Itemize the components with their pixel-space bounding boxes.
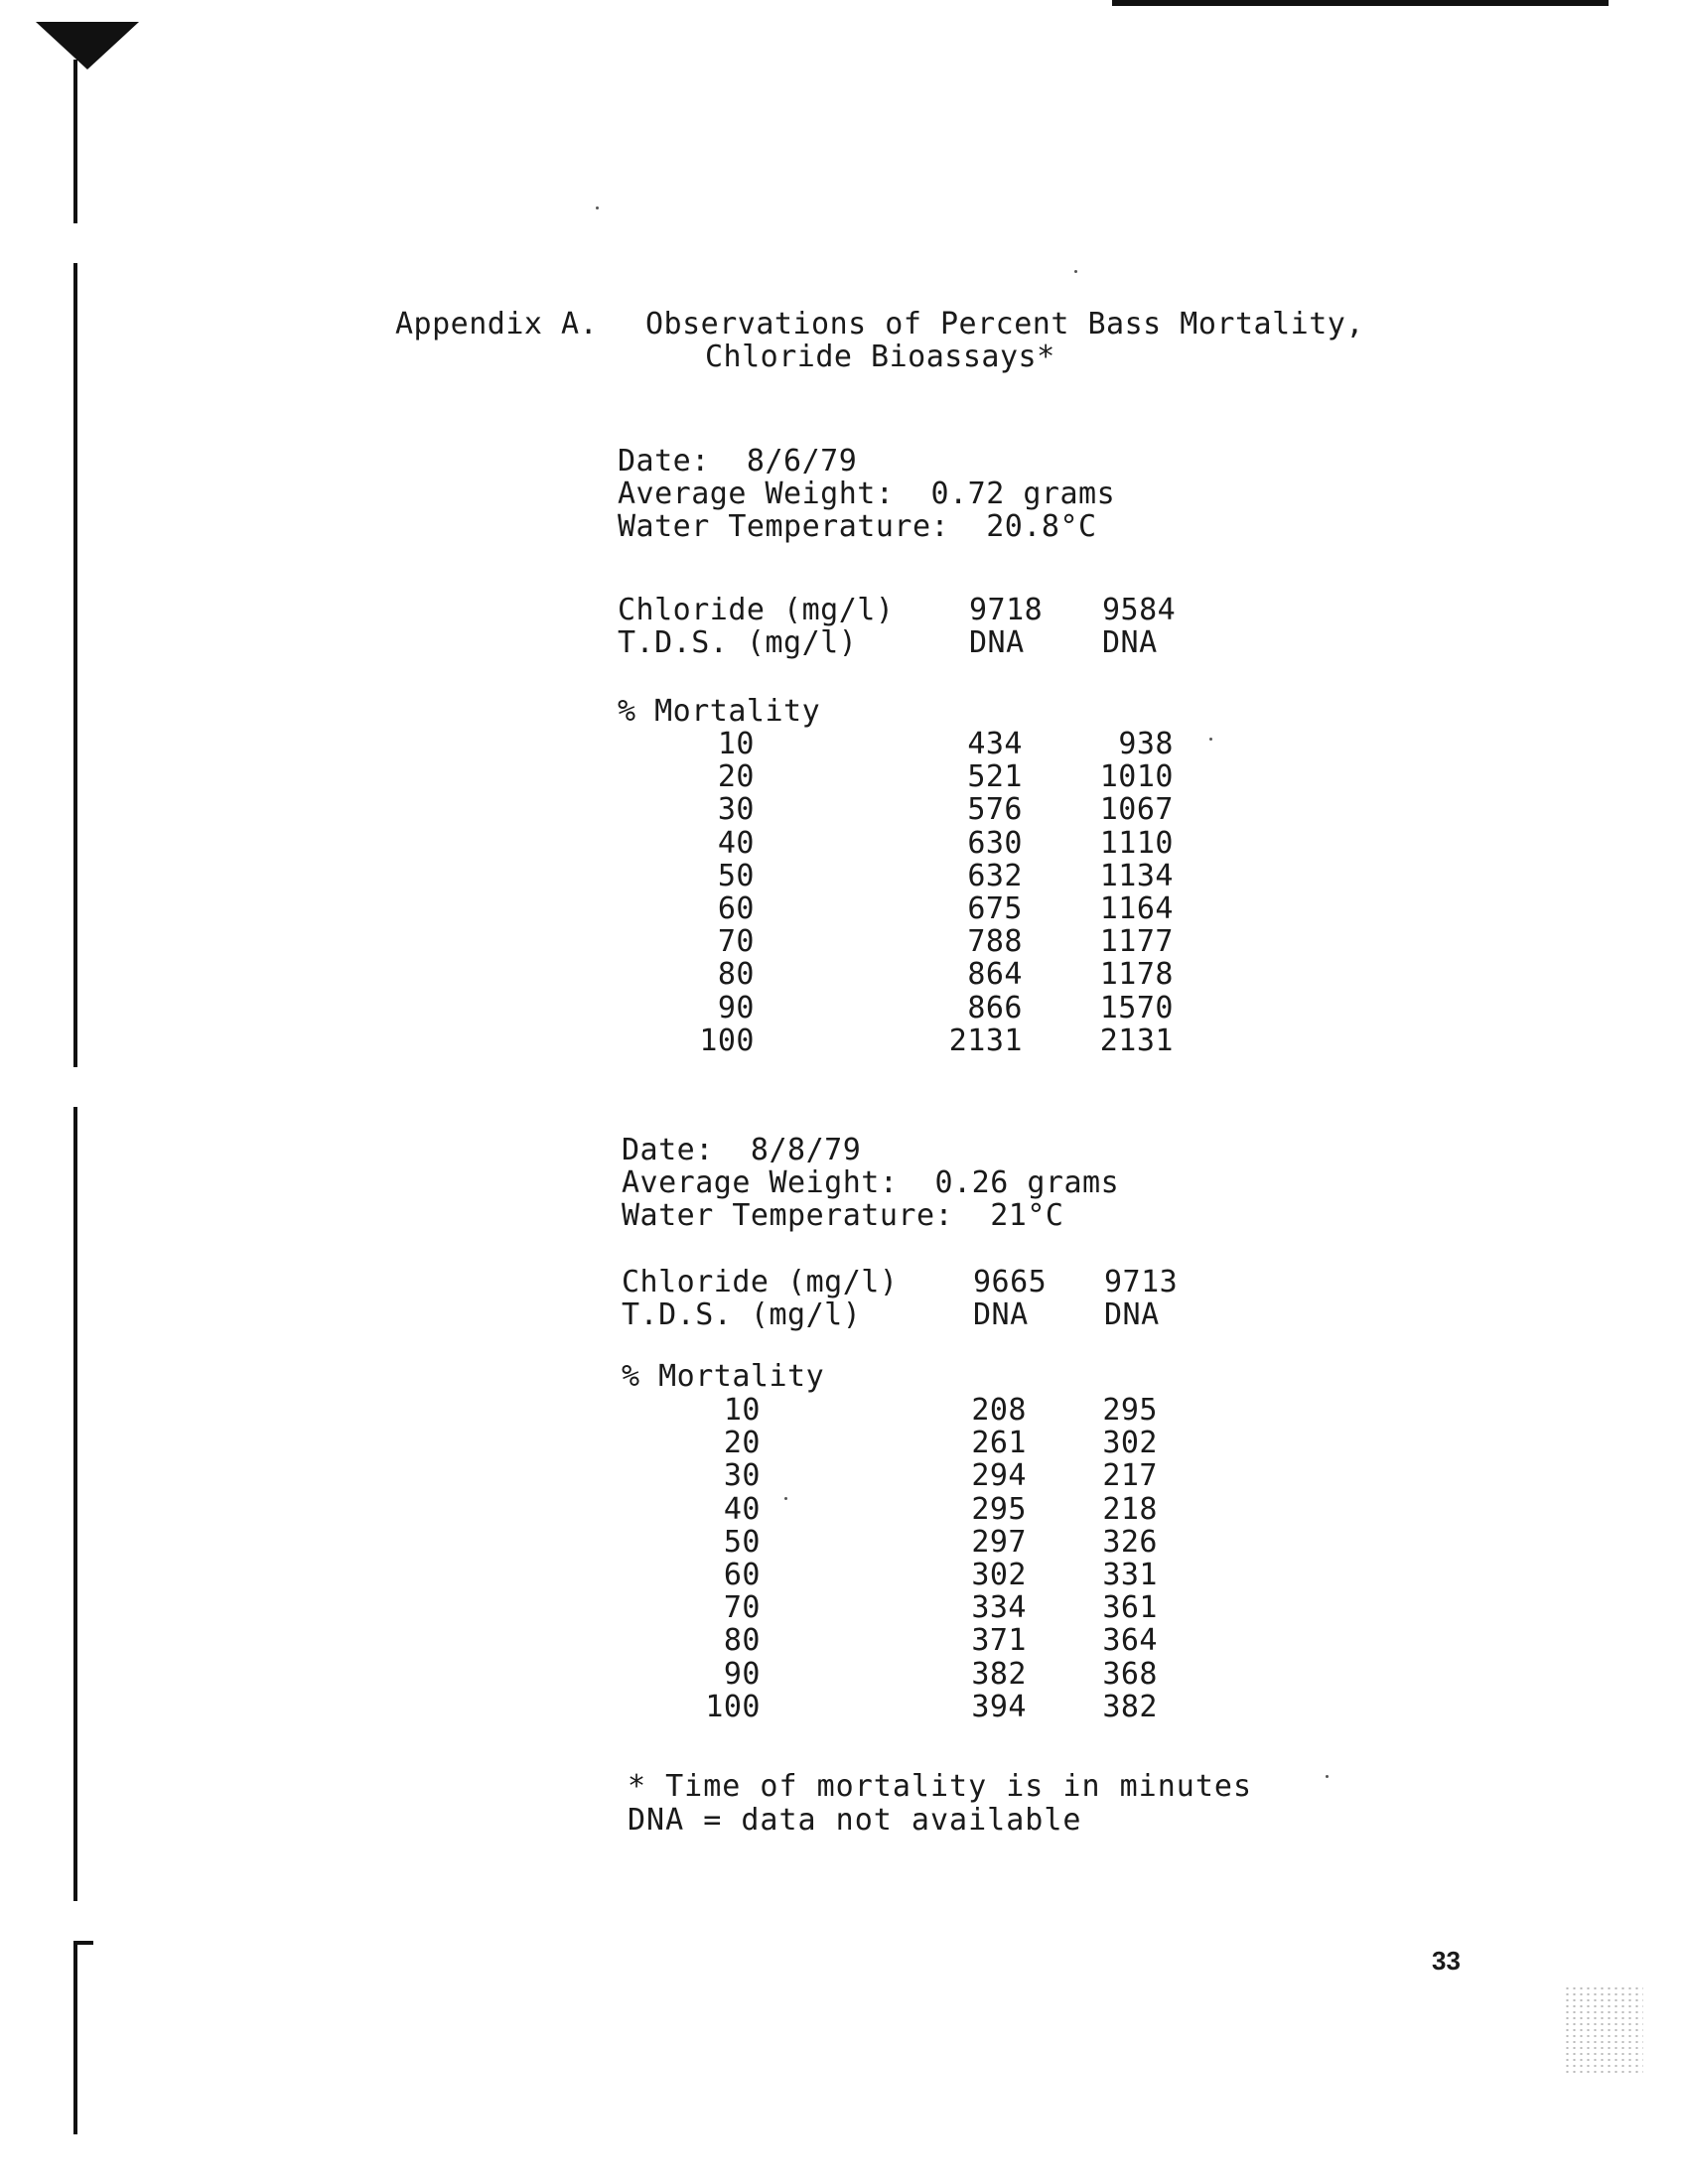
chloride-label: Chloride (mg/l) bbox=[618, 593, 895, 627]
mortality-percent-cell: 40 bbox=[717, 825, 755, 861]
mortality-percent-cell: 100 bbox=[699, 1023, 755, 1058]
mortality-percent-cell: 10 bbox=[717, 727, 755, 761]
time-value-b-cell: 1110 bbox=[1099, 825, 1174, 861]
time-value-a-cell: 576 bbox=[967, 792, 1023, 828]
time-value-a-cell: 630 bbox=[967, 825, 1023, 861]
scan-noise-patch bbox=[1564, 1985, 1643, 2075]
scan-top-rule bbox=[1112, 0, 1609, 6]
mortality-percent-cell: 80 bbox=[717, 957, 755, 993]
binding-hook-shape bbox=[73, 1941, 93, 1945]
appendix-label: Appendix A. bbox=[395, 307, 599, 341]
time-value-a-cell: 294 bbox=[971, 1458, 1027, 1494]
mortality-percent-cell: 60 bbox=[723, 1558, 761, 1592]
time-value-b-cell: 382 bbox=[1102, 1689, 1158, 1724]
footnote-time-units: * Time of mortality is in minutes bbox=[628, 1769, 1253, 1804]
appendix-title-line-1: Observations of Percent Bass Mortality, bbox=[645, 307, 1364, 341]
page-number: 33 bbox=[1432, 1946, 1461, 1976]
time-value-b-cell: 1010 bbox=[1099, 759, 1174, 795]
time-value-b-cell: 361 bbox=[1102, 1590, 1158, 1626]
mortality-percent-cell: 20 bbox=[723, 1426, 761, 1461]
experiment-water-temperature: Water Temperature: 21°C bbox=[622, 1198, 1064, 1233]
binding-tack-shape bbox=[36, 22, 139, 69]
time-value-a-cell: 334 bbox=[971, 1590, 1027, 1626]
time-value-a-cell: 866 bbox=[967, 990, 1023, 1025]
time-value-a-cell: 864 bbox=[967, 957, 1023, 993]
time-value-a-cell: 675 bbox=[967, 891, 1023, 926]
experiment-average-weight: Average Weight: 0.26 grams bbox=[622, 1165, 1120, 1200]
time-value-a-cell: 371 bbox=[971, 1623, 1027, 1659]
experiment-date: Date: 8/8/79 bbox=[622, 1133, 862, 1167]
mortality-percent-cell: 90 bbox=[717, 990, 755, 1025]
time-value-a-cell: 261 bbox=[971, 1426, 1027, 1461]
tds-value-b: DNA bbox=[1104, 1297, 1160, 1332]
chloride-label: Chloride (mg/l) bbox=[622, 1265, 899, 1299]
tds-label: T.D.S. (mg/l) bbox=[618, 625, 858, 660]
scan-speck bbox=[1209, 738, 1212, 741]
time-value-b-cell: 1134 bbox=[1099, 858, 1174, 893]
tds-value-b: DNA bbox=[1102, 625, 1158, 660]
time-value-b-cell: 1067 bbox=[1099, 792, 1174, 828]
time-value-b-cell: 1178 bbox=[1099, 957, 1174, 993]
time-value-b-cell: 1177 bbox=[1099, 924, 1174, 960]
time-value-b-cell: 326 bbox=[1102, 1524, 1158, 1560]
binding-line-segment bbox=[73, 263, 77, 1067]
time-value-a-cell: 208 bbox=[971, 1393, 1027, 1428]
time-value-a-cell: 302 bbox=[971, 1558, 1027, 1592]
scan-speck bbox=[596, 206, 599, 209]
time-value-b-cell: 302 bbox=[1102, 1426, 1158, 1461]
mortality-percent-cell: 20 bbox=[717, 759, 755, 795]
time-value-a-cell: 394 bbox=[971, 1689, 1027, 1724]
tds-value-a: DNA bbox=[973, 1297, 1029, 1332]
mortality-percent-cell: 80 bbox=[723, 1623, 761, 1659]
experiment-date: Date: 8/6/79 bbox=[618, 444, 858, 478]
mortality-percent-cell: 50 bbox=[717, 858, 755, 893]
footnote-dna-definition: DNA = data not available bbox=[628, 1803, 1082, 1838]
time-value-b-cell: 364 bbox=[1102, 1623, 1158, 1659]
chloride-value-a: 9665 bbox=[973, 1265, 1048, 1299]
binding-line-segment bbox=[73, 1941, 77, 2134]
mortality-percent-cell: 60 bbox=[717, 891, 755, 926]
time-value-b-cell: 1570 bbox=[1099, 990, 1174, 1025]
appendix-title-line-2: Chloride Bioassays* bbox=[705, 340, 1055, 374]
time-value-b-cell: 938 bbox=[1118, 727, 1174, 761]
mortality-percent-cell: 10 bbox=[723, 1393, 761, 1428]
time-value-a-cell: 434 bbox=[967, 727, 1023, 761]
mortality-percent-cell: 30 bbox=[723, 1458, 761, 1494]
time-value-a-cell: 297 bbox=[971, 1524, 1027, 1560]
chloride-value-b: 9584 bbox=[1102, 593, 1177, 627]
scan-speck bbox=[784, 1497, 787, 1500]
mortality-label: % Mortality bbox=[618, 694, 821, 729]
experiment-average-weight: Average Weight: 0.72 grams bbox=[618, 477, 1116, 511]
mortality-percent-cell: 90 bbox=[723, 1656, 761, 1692]
time-value-b-cell: 331 bbox=[1102, 1558, 1158, 1592]
time-value-b-cell: 217 bbox=[1102, 1458, 1158, 1494]
tds-value-a: DNA bbox=[969, 625, 1025, 660]
experiment-water-temperature: Water Temperature: 20.8°C bbox=[618, 509, 1097, 544]
time-value-b-cell: 1164 bbox=[1099, 891, 1174, 926]
chloride-value-b: 9713 bbox=[1104, 1265, 1179, 1299]
scan-speck bbox=[1074, 270, 1077, 273]
mortality-percent-cell: 40 bbox=[723, 1491, 761, 1527]
time-value-a-cell: 632 bbox=[967, 858, 1023, 893]
mortality-label: % Mortality bbox=[622, 1359, 825, 1394]
mortality-percent-cell: 70 bbox=[723, 1590, 761, 1626]
mortality-percent-cell: 70 bbox=[717, 924, 755, 960]
mortality-percent-cell: 50 bbox=[723, 1524, 761, 1560]
time-value-b-cell: 218 bbox=[1102, 1491, 1158, 1527]
time-value-b-cell: 368 bbox=[1102, 1656, 1158, 1692]
mortality-percent-cell: 30 bbox=[717, 792, 755, 828]
time-value-a-cell: 2131 bbox=[948, 1023, 1023, 1058]
time-value-a-cell: 788 bbox=[967, 924, 1023, 960]
chloride-value-a: 9718 bbox=[969, 593, 1044, 627]
tds-label: T.D.S. (mg/l) bbox=[622, 1297, 862, 1332]
time-value-a-cell: 521 bbox=[967, 759, 1023, 795]
binding-line-segment bbox=[73, 60, 77, 223]
time-value-a-cell: 295 bbox=[971, 1491, 1027, 1527]
time-value-b-cell: 295 bbox=[1102, 1393, 1158, 1428]
time-value-b-cell: 2131 bbox=[1099, 1023, 1174, 1058]
time-value-a-cell: 382 bbox=[971, 1656, 1027, 1692]
scan-speck bbox=[1326, 1775, 1329, 1778]
binding-line-segment bbox=[73, 1107, 77, 1901]
mortality-percent-cell: 100 bbox=[705, 1689, 761, 1724]
